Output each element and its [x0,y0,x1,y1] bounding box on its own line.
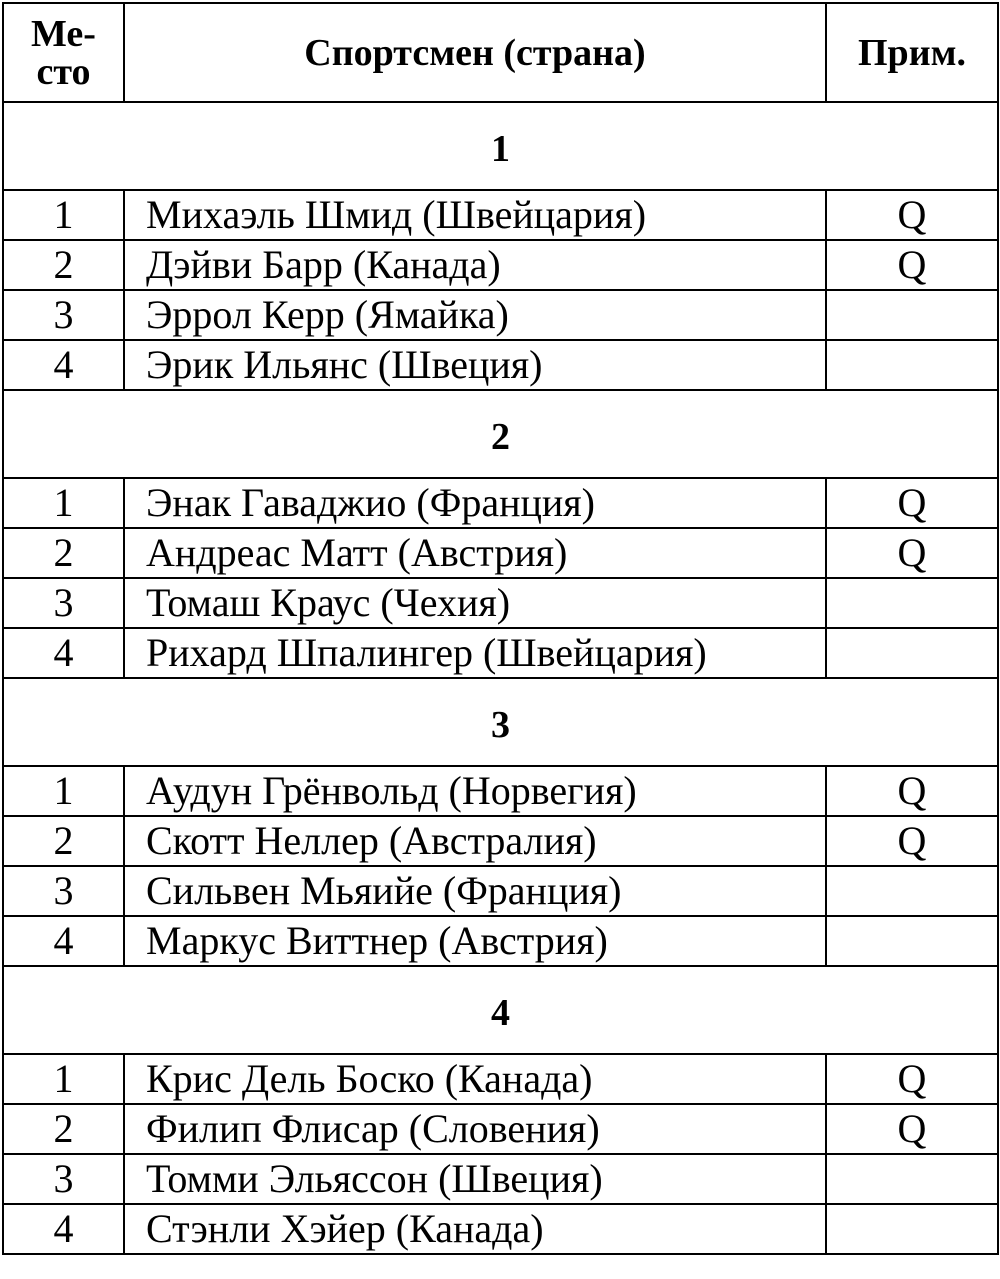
note-cell [826,1204,998,1254]
athlete-cell: Крис Дель Боско (Канада) [124,1054,826,1104]
heat-title: 2 [3,390,998,478]
note-cell: Q [826,766,998,816]
heat-title: 4 [3,966,998,1054]
athlete-cell: Скотт Неллер (Австралия) [124,816,826,866]
table-row [3,1104,998,1154]
athlete-header: Спортсмен (страна) [124,3,826,102]
place-cell: 3 [3,290,124,340]
header-row [3,3,998,102]
place-cell: 2 [3,1104,124,1154]
table-row [3,628,998,678]
table-row [3,1054,998,1104]
place-cell: 1 [3,190,124,240]
place-cell: 1 [3,766,124,816]
table-row [3,290,998,340]
athlete-cell: Маркус Виттнер (Австрия) [124,916,826,966]
table-row [3,1204,998,1254]
athlete-cell: Филип Флисар (Словения) [124,1104,826,1154]
table-row [3,1154,998,1204]
place-header-line1: Ме- [31,12,96,55]
note-cell: Q [826,240,998,290]
place-cell: 4 [3,1204,124,1254]
table-row [3,478,998,528]
note-cell [826,290,998,340]
heat-header-row [3,678,998,766]
note-cell [826,628,998,678]
place-cell: 4 [3,628,124,678]
place-cell: 2 [3,816,124,866]
place-cell: 1 [3,1054,124,1104]
place-cell: 1 [3,478,124,528]
note-cell: Q [826,816,998,866]
place-cell: 3 [3,1154,124,1204]
place-cell: 2 [3,528,124,578]
table-row [3,766,998,816]
table-row [3,816,998,866]
table-row [3,578,998,628]
table-row [3,528,998,578]
table-row [3,916,998,966]
note-cell [826,866,998,916]
place-header [3,3,124,102]
note-cell [826,916,998,966]
note-cell: Q [826,528,998,578]
athlete-cell: Томми Эльяссон (Швеция) [124,1154,826,1204]
heat-header-row [3,390,998,478]
place-cell: 3 [3,578,124,628]
place-cell: 3 [3,866,124,916]
results-table [2,2,999,1255]
note-cell: Q [826,478,998,528]
athlete-cell: Михаэль Шмид (Швейцария) [124,190,826,240]
note-cell [826,340,998,390]
place-cell: 2 [3,240,124,290]
heat-title: 3 [3,678,998,766]
heat-title: 1 [3,102,998,190]
athlete-cell: Стэнли Хэйер (Канада) [124,1204,826,1254]
athlete-cell: Энак Гаваджио (Франция) [124,478,826,528]
note-cell [826,578,998,628]
table-row [3,340,998,390]
athlete-cell: Томаш Краус (Чехия) [124,578,826,628]
note-header: Прим. [826,3,998,102]
athlete-cell: Эрик Ильянс (Швеция) [124,340,826,390]
athlete-cell: Дэйви Барр (Канада) [124,240,826,290]
heat-header-row [3,102,998,190]
athlete-cell: Сильвен Мьяийе (Франция) [124,866,826,916]
place-cell: 4 [3,340,124,390]
athlete-cell: Рихард Шпалингер (Швейцария) [124,628,826,678]
athlete-cell: Аудун Грёнвольд (Норвегия) [124,766,826,816]
table-row [3,240,998,290]
place-cell: 4 [3,916,124,966]
note-cell: Q [826,1054,998,1104]
table-row [3,190,998,240]
place-header-line2: сто [36,50,91,93]
heat-header-row [3,966,998,1054]
note-cell: Q [826,1104,998,1154]
athlete-cell: Андреас Матт (Австрия) [124,528,826,578]
note-cell: Q [826,190,998,240]
athlete-cell: Эррол Керр (Ямайка) [124,290,826,340]
table-row [3,866,998,916]
note-cell [826,1154,998,1204]
